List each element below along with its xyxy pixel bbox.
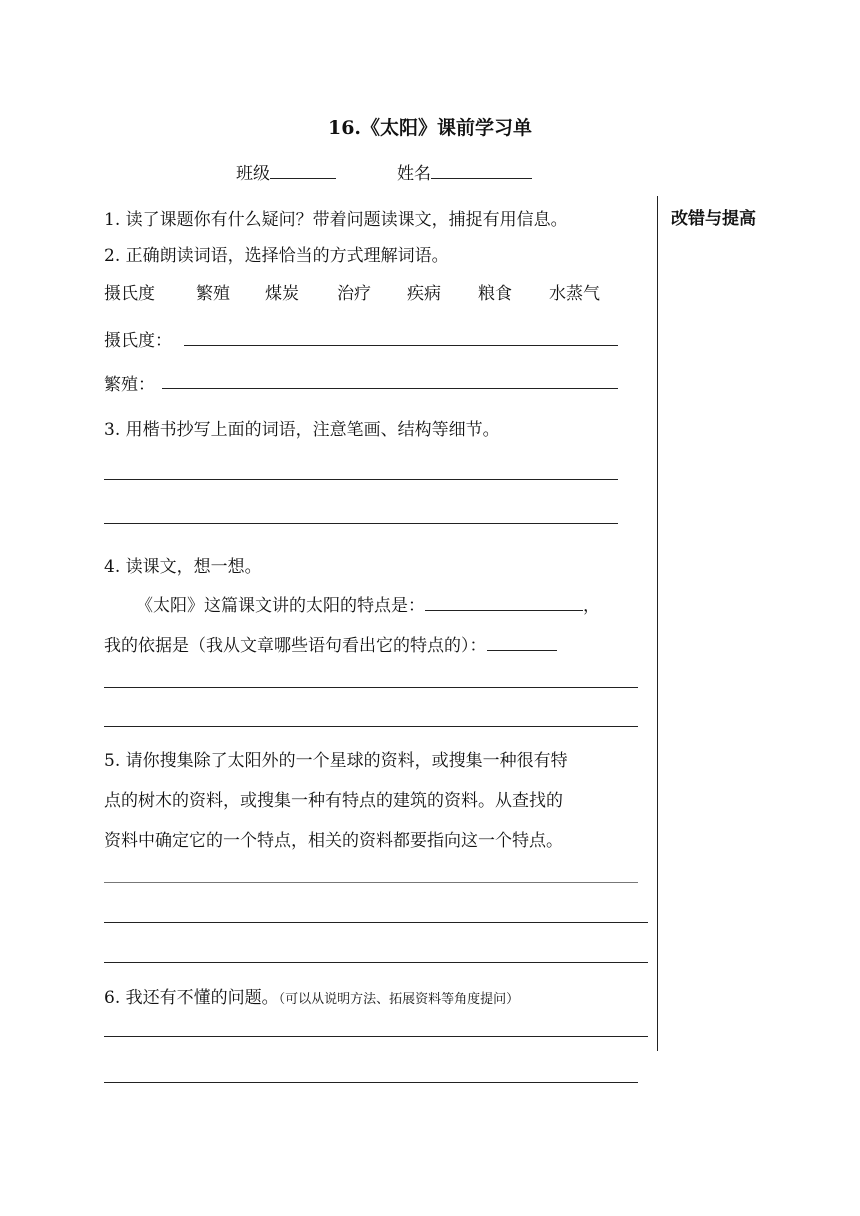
vocab-word: 摄氏度: [104, 284, 155, 304]
term-2-label: 繁殖：: [104, 375, 155, 395]
question-2: 2. 正确朗读词语，选择恰当的方式理解词语。: [104, 246, 449, 266]
q5-answer-line[interactable]: [104, 922, 648, 923]
term-2-answer-line[interactable]: [162, 388, 618, 389]
q4-feature-blank[interactable]: [425, 593, 583, 611]
q4-basis-blank[interactable]: [487, 633, 557, 651]
question-6-note: （可以从说明方法、拓展资料等角度提问）: [278, 992, 520, 1007]
q6-answer-line[interactable]: [104, 1082, 638, 1083]
class-blank[interactable]: [270, 161, 336, 179]
question-5-line-3: 资料中确定它的一个特点，相关的资料都要指向这一个特点。: [104, 831, 563, 851]
q4-feature-prompt: 《太阳》这篇课文讲的太阳的特点是：: [136, 596, 425, 616]
question-1: 1. 读了课题你有什么疑问？带着问题读课文，捕捉有用信息。: [104, 210, 568, 230]
question-3: 3. 用楷书抄写上面的词语，注意笔画、结构等细节。: [104, 420, 500, 440]
q6-answer-line[interactable]: [104, 1036, 648, 1037]
vocab-word: 疾病: [407, 284, 441, 304]
q4-comma: ，: [583, 596, 600, 616]
question-5-line-1: 5. 请你搜集除了太阳外的一个星球的资料，或搜集一种很有特: [104, 751, 568, 771]
question-6: [104, 983, 519, 1008]
question-6-text: 6. 我还有不懂的问题。: [104, 988, 279, 1008]
name-blank[interactable]: [431, 161, 532, 179]
copy-line[interactable]: [104, 479, 618, 480]
question-4: 4. 读课文，想一想。: [104, 557, 262, 577]
name-field: [397, 159, 532, 184]
question-5-line-2: 点的树木的资料，或搜集一种有特点的建筑的资料。从查找的: [104, 791, 563, 811]
vocab-word: 煤炭: [265, 284, 299, 304]
q4-feature-sentence: [136, 591, 600, 616]
term-1-answer-line[interactable]: [184, 345, 618, 346]
q4-answer-line[interactable]: [104, 687, 638, 688]
vocab-word: 粮食: [478, 284, 512, 304]
term-1-label: 摄氏度：: [104, 331, 172, 351]
column-divider: [657, 196, 658, 1051]
name-label: 姓名: [397, 164, 431, 184]
worksheet-title: 16.《太阳》课前学习单: [327, 117, 533, 139]
class-field: [236, 159, 336, 184]
q4-basis-sentence: [104, 631, 557, 656]
q5-answer-line[interactable]: [104, 962, 648, 963]
vocab-word: 繁殖: [196, 284, 230, 304]
vocab-word: 治疗: [337, 284, 371, 304]
class-label: 班级: [236, 164, 270, 184]
q5-answer-line[interactable]: [104, 882, 638, 883]
side-heading: 改错与提高: [671, 209, 756, 229]
copy-line[interactable]: [104, 523, 618, 524]
vocab-word: 水蒸气: [549, 284, 600, 304]
q4-basis-prompt: 我的依据是（我从文章哪些语句看出它的特点的）：: [104, 636, 487, 656]
q4-answer-line[interactable]: [104, 726, 638, 727]
